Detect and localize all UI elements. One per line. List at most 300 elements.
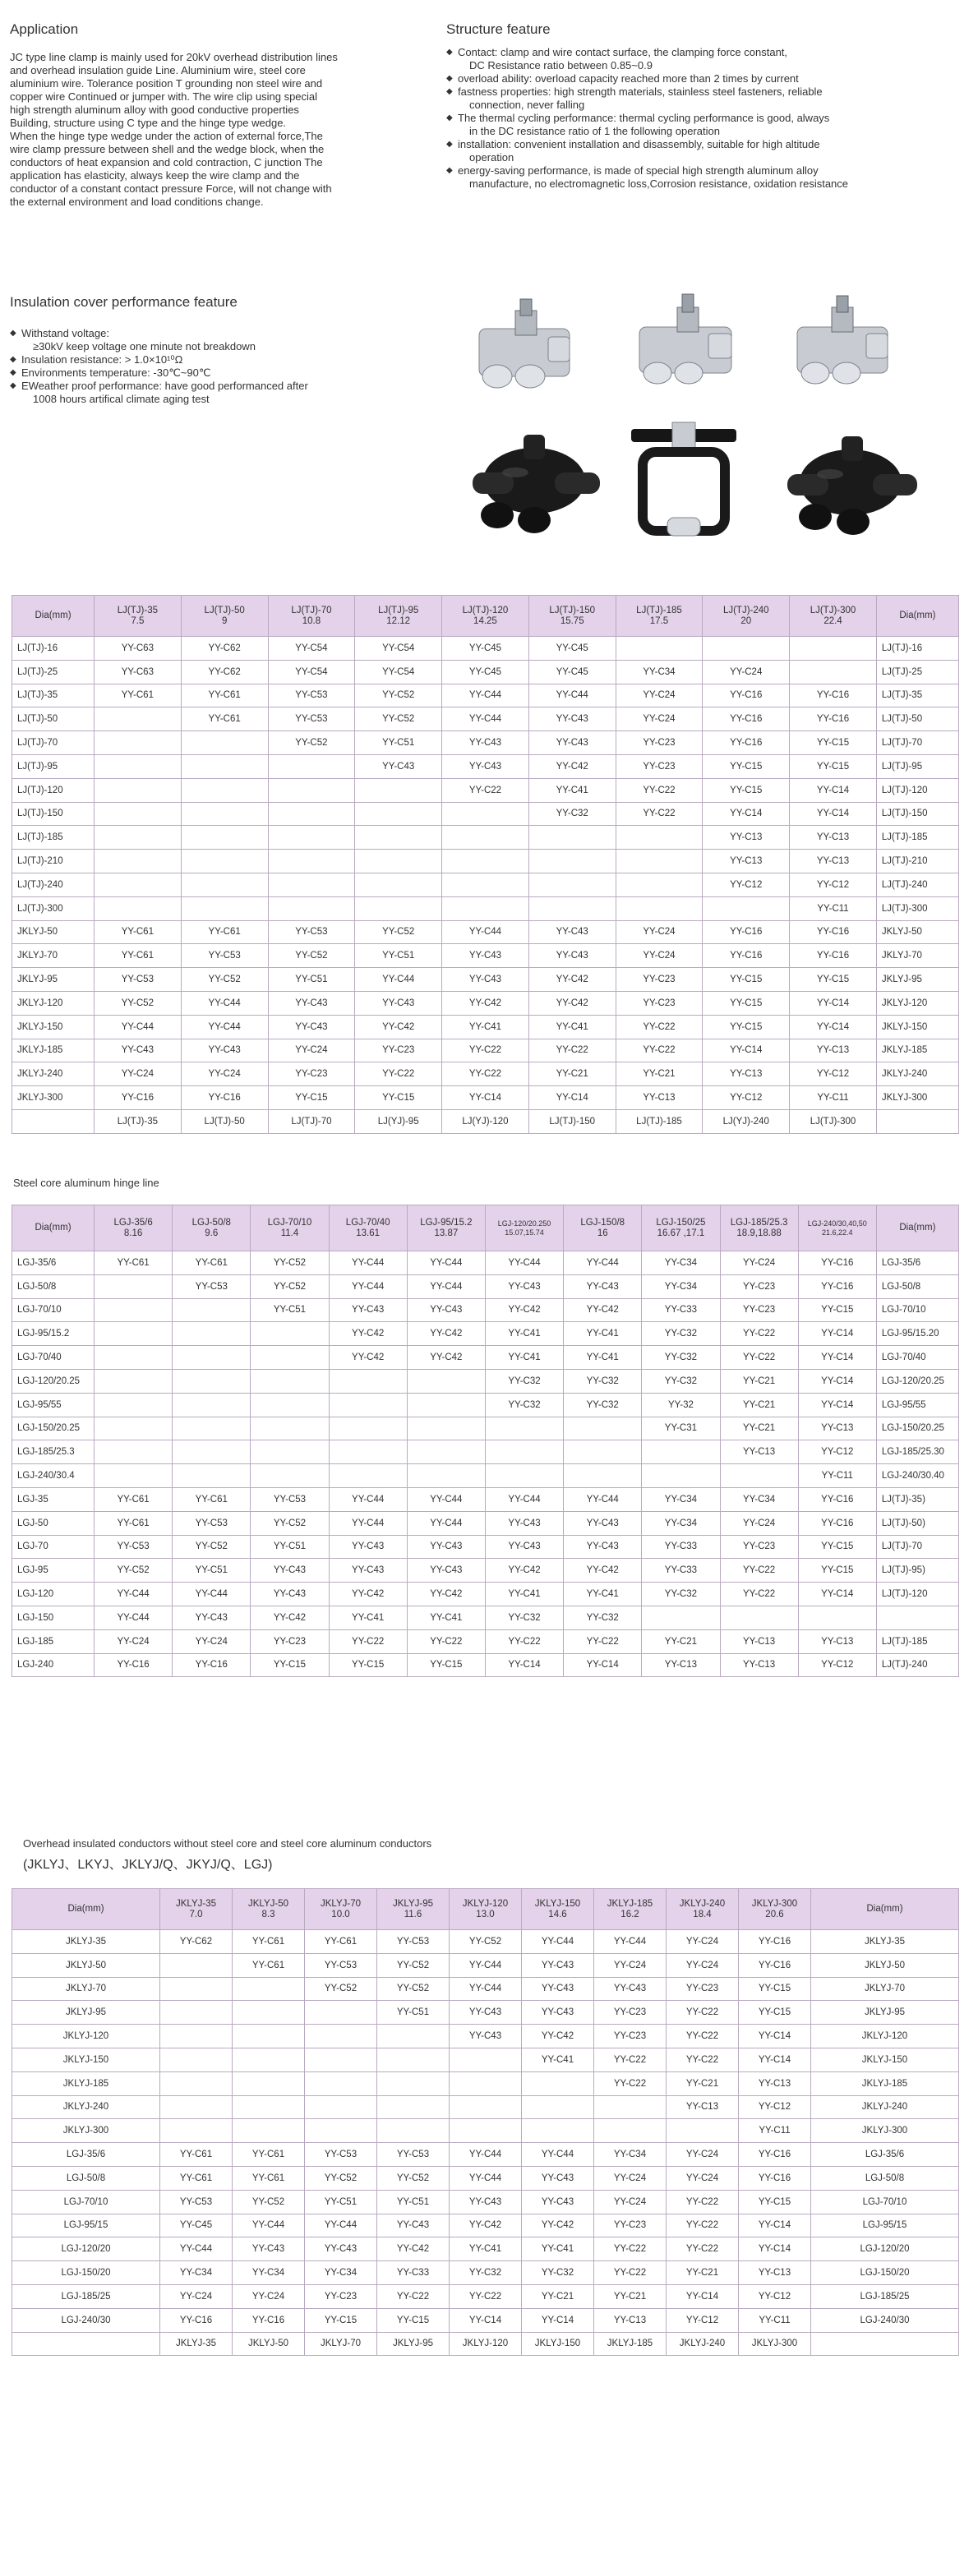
table-cell: YY-C14 <box>442 1086 529 1110</box>
table-row <box>12 2166 959 2190</box>
table-row <box>12 2143 959 2167</box>
table-cell: YY-C16 <box>790 920 877 944</box>
table-cell: YY-C15 <box>251 1653 329 1677</box>
table-cell: YY-C15 <box>268 1086 355 1110</box>
table-cell: YY-C51 <box>173 1559 251 1583</box>
table-cell: YY-C44 <box>450 2143 522 2167</box>
table-cell <box>251 1417 329 1440</box>
table-cell: YY-C44 <box>522 2143 594 2167</box>
table-cell: YY-C44 <box>305 2214 377 2237</box>
table-cell: YY-C42 <box>329 1322 407 1346</box>
column-header-type: JKLYJ-70 <box>320 1898 361 1909</box>
column-header-dia: 13.0 <box>476 1909 495 1919</box>
row-label-left: JKLYJ-300 <box>12 1086 95 1110</box>
table-cell: YY-C53 <box>377 1930 450 1954</box>
table-cell <box>95 826 182 850</box>
table-cell: YY-C12 <box>790 873 877 896</box>
table-cell: YY-C24 <box>720 1511 798 1535</box>
table-cell: YY-C43 <box>522 1953 594 1977</box>
table-row <box>12 1535 959 1559</box>
column-header <box>522 1889 594 1930</box>
table-cell: YY-C54 <box>268 660 355 684</box>
column-header-dia: 21.6,22.4 <box>822 1228 853 1237</box>
column-header-dia: 12.12 <box>386 615 411 626</box>
table-cell: YY-C24 <box>594 1953 667 1977</box>
row-label-right: LJ(TJ)-35 <box>876 684 958 707</box>
table-cell: YY-C15 <box>703 968 790 992</box>
row-label-right: JKLYJ-95 <box>811 2001 959 2025</box>
row-label-right: LGJ-70/10 <box>811 2190 959 2214</box>
table-cell: YY-C21 <box>720 1417 798 1440</box>
column-header <box>667 1889 739 1930</box>
table-cell: YY-C43 <box>173 1606 251 1629</box>
column-header-dia: 9.6 <box>205 1228 219 1238</box>
column-header <box>95 1205 173 1251</box>
table-cell <box>450 2048 522 2071</box>
table-cell <box>355 802 442 826</box>
table-cell: YY-C13 <box>720 1440 798 1464</box>
table-cell <box>95 1440 173 1464</box>
table-cell: YY-C22 <box>667 2048 739 2071</box>
table-cell: YY-C13 <box>790 850 877 873</box>
column-header-type: JKLYJ-240 <box>679 1898 726 1909</box>
row-label-right: LJ(TJ)-16 <box>876 637 958 661</box>
table-cell: YY-C23 <box>594 2001 667 2025</box>
column-header <box>594 1889 667 1930</box>
table-cell <box>642 1464 720 1488</box>
table-row <box>12 1062 959 1086</box>
table-cell <box>329 1417 407 1440</box>
table-cell: YY-C24 <box>616 684 703 707</box>
table-cell: YY-C43 <box>407 1535 485 1559</box>
row-label-right: LJ(TJ)-120 <box>876 778 958 802</box>
table-cell: YY-C42 <box>329 1583 407 1606</box>
application-line: copper wire Continued or jumper with. The wire clip using special <box>10 90 318 103</box>
structure-list <box>446 46 956 191</box>
footer-cell: LJ(TJ)-185 <box>616 1109 703 1133</box>
table-cell: YY-C44 <box>485 1487 563 1511</box>
row-label-left: JKLYJ-95 <box>12 968 95 992</box>
application-line: Building, structure using C type and the hinge type wedge. <box>10 117 287 129</box>
table-cell <box>95 850 182 873</box>
table-row <box>12 2261 959 2285</box>
table-cell: YY-C22 <box>616 1039 703 1062</box>
table-cell: YY-C32 <box>564 1369 642 1393</box>
table-cell: YY-C41 <box>485 1322 563 1346</box>
table-cell: YY-C33 <box>642 1559 720 1583</box>
insulation-item <box>10 380 437 406</box>
table-row <box>12 850 959 873</box>
table-cell <box>95 731 182 755</box>
table-cell <box>442 850 529 873</box>
column-header-type: LJ(TJ)-300 <box>810 605 856 615</box>
table-cell: YY-C53 <box>268 920 355 944</box>
column-header-dia: 16 <box>597 1228 608 1238</box>
table-cell: YY-C52 <box>95 1559 173 1583</box>
insulation-title: Insulation cover performance feature <box>10 294 238 310</box>
table-cell: YY-C16 <box>173 1653 251 1677</box>
table-cell <box>616 896 703 920</box>
table-cell: YY-C22 <box>594 2048 667 2071</box>
table-cell: YY-C43 <box>528 920 616 944</box>
table-cell: YY-C43 <box>522 2190 594 2214</box>
row-label-left: LGJ-95/15 <box>12 2214 160 2237</box>
corner-label-left: Dia(mm) <box>12 596 95 637</box>
table-cell <box>95 1369 173 1393</box>
row-label-left: LJ(TJ)-300 <box>12 896 95 920</box>
table-lgj-clamp-selection <box>12 1205 959 1677</box>
column-header <box>739 1889 811 1930</box>
insulation-cover-photo-2 <box>626 419 741 546</box>
footer-cell: JKLYJ-120 <box>450 2332 522 2356</box>
table-cell: YY-C24 <box>667 1930 739 1954</box>
row-label-left: JKLYJ-300 <box>12 2119 160 2143</box>
table-cell: YY-C43 <box>442 731 529 755</box>
column-header-type: LGJ-150/25 <box>656 1217 706 1228</box>
table-cell: YY-C12 <box>667 2308 739 2332</box>
row-label-right: JKLYJ-70 <box>876 944 958 968</box>
corner-label-right: Dia(mm) <box>876 1205 958 1251</box>
table-cell: YY-C42 <box>377 2237 450 2261</box>
row-label-left: JKLYJ-240 <box>12 1062 95 1086</box>
row-label-left: LGJ-35 <box>12 1487 95 1511</box>
table-cell: YY-C34 <box>305 2261 377 2285</box>
table-cell: YY-C61 <box>95 944 182 968</box>
table-cell: YY-C44 <box>564 1487 642 1511</box>
table-cell <box>407 1464 485 1488</box>
table-cell: YY-C16 <box>703 707 790 731</box>
row-label-left: LGJ-150 <box>12 1606 95 1629</box>
table-cell: YY-C16 <box>160 2308 233 2332</box>
insulation-item-text: Environments temperature: -30℃~90℃ <box>21 366 211 379</box>
column-header-type: LJ(TJ)-95 <box>378 605 419 615</box>
table-cell <box>642 1440 720 1464</box>
table-cell: YY-C42 <box>407 1322 485 1346</box>
table-row <box>12 1487 959 1511</box>
table-cell <box>181 873 268 896</box>
footer-cell: JKLYJ-35 <box>160 2332 233 2356</box>
table-cell: YY-C15 <box>798 1535 876 1559</box>
structure-item-text-cont: manufacture, no electromagnetic loss,Corrosion resistance, oxidation resistance <box>469 177 849 190</box>
table-cell: YY-C43 <box>355 991 442 1015</box>
row-label-left: LGJ-185/25 <box>12 2284 160 2308</box>
table-cell: YY-C43 <box>407 1298 485 1322</box>
row-label-left: LJ(TJ)-210 <box>12 850 95 873</box>
table-cell: YY-C23 <box>251 1629 329 1653</box>
table-cell: YY-C43 <box>407 1559 485 1583</box>
table-row <box>12 731 959 755</box>
table-cell: YY-C14 <box>798 1369 876 1393</box>
table-cell: YY-C43 <box>329 1535 407 1559</box>
table-cell <box>528 826 616 850</box>
table-cell: YY-C24 <box>594 2166 667 2190</box>
structure-item-text: fastness properties: high strength materials, stainless steel fasteners, reliable <box>458 85 823 98</box>
table-row <box>12 684 959 707</box>
application-line: high strength aluminum alloy with good conductive properties <box>10 104 299 116</box>
table-cell: YY-C32 <box>485 1369 563 1393</box>
column-header-type: JKLYJ-120 <box>462 1898 509 1909</box>
table-cell: YY-C13 <box>790 1039 877 1062</box>
table-row <box>12 2119 959 2143</box>
table-cell: YY-C13 <box>798 1629 876 1653</box>
column-header <box>305 1889 377 1930</box>
table-cell <box>173 1346 251 1370</box>
table-cell: YY-C15 <box>739 1977 811 2001</box>
table-cell: YY-C24 <box>667 2143 739 2167</box>
table-cell <box>95 896 182 920</box>
table-cell <box>95 1322 173 1346</box>
table-row <box>12 2190 959 2214</box>
table-cell: YY-C43 <box>564 1535 642 1559</box>
table-cell: YY-C32 <box>564 1393 642 1417</box>
table-cell: YY-C52 <box>251 1511 329 1535</box>
table-cell: YY-C31 <box>642 1417 720 1440</box>
table-cell: YY-C61 <box>233 2143 305 2167</box>
table-cell: YY-C52 <box>355 684 442 707</box>
table-cell: YY-C14 <box>564 1653 642 1677</box>
table-cell <box>268 826 355 850</box>
column-header-dia: 10.0 <box>331 1909 350 1919</box>
row-label-right: JKLYJ-120 <box>876 991 958 1015</box>
table-cell: YY-C15 <box>790 731 877 755</box>
table-row <box>12 1417 959 1440</box>
table-cell: YY-C22 <box>720 1583 798 1606</box>
table-cell: YY-C32 <box>642 1346 720 1370</box>
table-cell: YY-C34 <box>720 1487 798 1511</box>
row-label-left: LGJ-240/30 <box>12 2308 160 2332</box>
table-cell <box>407 1417 485 1440</box>
table-cell: YY-C13 <box>667 2095 739 2119</box>
column-header-type: LJ(TJ)-70 <box>291 605 332 615</box>
table-cell <box>95 1464 173 1488</box>
table-cell: YY-C15 <box>703 991 790 1015</box>
column-header <box>173 1205 251 1251</box>
table-cell: YY-C22 <box>594 2237 667 2261</box>
table-cell <box>305 2025 377 2048</box>
column-header-dia: 14.6 <box>548 1909 567 1919</box>
application-line: conductors of heat expansion and cold contraction, C junction The <box>10 156 323 168</box>
table-cell: YY-C45 <box>528 660 616 684</box>
row-label-left: LGJ-35/6 <box>12 1251 95 1275</box>
table-cell: YY-C54 <box>268 637 355 661</box>
table3-subcaption: (JKLYJ、LKYJ、JKLYJ/Q、JKYJ/Q、LGJ) <box>23 1858 273 1872</box>
table-cell: YY-C52 <box>268 731 355 755</box>
table-cell: YY-C41 <box>485 1346 563 1370</box>
table-cell: YY-C43 <box>268 991 355 1015</box>
table-cell: YY-C44 <box>450 2166 522 2190</box>
structure-item-text-cont: in the DC resistance ratio of 1 the following operation <box>469 125 720 137</box>
row-label-right: LGJ-95/55 <box>876 1393 958 1417</box>
table-cell: YY-C42 <box>450 2214 522 2237</box>
table-cell: YY-C24 <box>95 1062 182 1086</box>
table-row <box>12 944 959 968</box>
table-cell: YY-C43 <box>442 944 529 968</box>
table-cell: YY-C22 <box>720 1346 798 1370</box>
table-cell: YY-C14 <box>798 1393 876 1417</box>
row-label-right: LJ(TJ)-50 <box>876 707 958 731</box>
column-header-dia: 11.4 <box>280 1228 299 1238</box>
row-label-right: LGJ-150/20 <box>811 2261 959 2285</box>
column-header-dia: 16.2 <box>620 1909 639 1919</box>
table-cell: YY-C14 <box>798 1322 876 1346</box>
table-cell: YY-C41 <box>329 1606 407 1629</box>
table-cell: YY-C13 <box>642 1653 720 1677</box>
row-label-left: JKLYJ-70 <box>12 1977 160 2001</box>
table-cell: YY-C54 <box>355 637 442 661</box>
table-cell <box>95 754 182 778</box>
table-cell: YY-C61 <box>95 920 182 944</box>
row-label-left: LJ(TJ)-95 <box>12 754 95 778</box>
table-cell <box>616 826 703 850</box>
table-cell: YY-C45 <box>442 637 529 661</box>
table-cell: YY-C51 <box>377 2190 450 2214</box>
table-cell <box>377 2119 450 2143</box>
table-cell: YY-C61 <box>181 707 268 731</box>
table-cell: YY-C44 <box>594 1930 667 1954</box>
table-row <box>12 1606 959 1629</box>
column-header <box>564 1205 642 1251</box>
table-cell: YY-C52 <box>355 707 442 731</box>
table-cell: YY-C16 <box>798 1251 876 1275</box>
table-cell: YY-C52 <box>355 920 442 944</box>
corner-label-left: Dia(mm) <box>12 1205 95 1251</box>
insulation-item-text: EWeather proof performance: have good performanced after <box>21 380 308 392</box>
table-cell: YY-C14 <box>790 991 877 1015</box>
table-row <box>12 896 959 920</box>
row-label-right: LGJ-35/6 <box>876 1251 958 1275</box>
table-cell: YY-C13 <box>739 2261 811 2285</box>
table-cell: YY-C53 <box>160 2190 233 2214</box>
row-label-left: JKLYJ-70 <box>12 944 95 968</box>
table-cell: YY-C43 <box>528 731 616 755</box>
table-cell <box>251 1464 329 1488</box>
table-cell <box>522 2095 594 2119</box>
table-cell: YY-C21 <box>528 1062 616 1086</box>
table-cell: YY-C43 <box>251 1583 329 1606</box>
table-cell: YY-C61 <box>233 2166 305 2190</box>
row-label-left: LGJ-95/15.2 <box>12 1322 95 1346</box>
table-cell: YY-C22 <box>667 2001 739 2025</box>
table-row <box>12 1559 959 1583</box>
table-cell: YY-C42 <box>522 2214 594 2237</box>
table-cell: YY-C21 <box>594 2284 667 2308</box>
header-row <box>12 1889 959 1930</box>
table-cell <box>233 2025 305 2048</box>
table-cell: YY-C44 <box>329 1274 407 1298</box>
table-cell: YY-C32 <box>642 1583 720 1606</box>
row-label-right: JKLYJ-240 <box>876 1062 958 1086</box>
table-cell <box>268 754 355 778</box>
column-header-dia: 14.25 <box>473 615 497 626</box>
table-cell: YY-C16 <box>739 2143 811 2167</box>
row-label-left: LGJ-70/40 <box>12 1346 95 1370</box>
table-cell <box>251 1346 329 1370</box>
table-cell: YY-C23 <box>616 754 703 778</box>
row-label-right: LJ(TJ)-210 <box>876 850 958 873</box>
table-cell: YY-C52 <box>251 1274 329 1298</box>
table-cell <box>377 2095 450 2119</box>
table-cell: YY-C32 <box>528 802 616 826</box>
column-header <box>233 1889 305 1930</box>
table-cell <box>181 754 268 778</box>
table-cell <box>173 1369 251 1393</box>
table-cell: YY-C22 <box>450 2284 522 2308</box>
table-cell <box>181 802 268 826</box>
footer-cell: LJ(TJ)-35 <box>95 1109 182 1133</box>
table-cell <box>667 2119 739 2143</box>
table-cell: YY-C14 <box>798 1346 876 1370</box>
row-label-left: LGJ-70 <box>12 1535 95 1559</box>
table-cell: YY-C24 <box>95 1629 173 1653</box>
table-cell: YY-C61 <box>181 684 268 707</box>
row-label-left: LGJ-150/20.25 <box>12 1417 95 1440</box>
table-cell <box>95 1274 173 1298</box>
structure-item <box>446 46 956 72</box>
column-header-type: LGJ-35/6 <box>113 1217 153 1228</box>
table-row <box>12 2095 959 2119</box>
row-label-left: LJ(TJ)-185 <box>12 826 95 850</box>
table-cell: YY-C13 <box>703 826 790 850</box>
table-cell: YY-C34 <box>594 2143 667 2167</box>
footer-cell: LJ(YJ)-95 <box>355 1109 442 1133</box>
table-cell: YY-C16 <box>739 1930 811 1954</box>
table-cell: YY-C53 <box>268 684 355 707</box>
table-cell: YY-C44 <box>407 1511 485 1535</box>
table-cell: YY-C61 <box>233 1953 305 1977</box>
table-cell: YY-C61 <box>173 1487 251 1511</box>
application-line: and overhead insulation guide Line. Aluminium wire, steel core <box>10 64 306 76</box>
table-cell: YY-C61 <box>95 1487 173 1511</box>
table-cell: YY-C34 <box>160 2261 233 2285</box>
table-cell: YY-C42 <box>564 1559 642 1583</box>
table-cell <box>329 1369 407 1393</box>
table-cell <box>407 1369 485 1393</box>
table-cell: YY-C34 <box>233 2261 305 2285</box>
table-cell: YY-C41 <box>522 2048 594 2071</box>
table-cell: YY-C16 <box>703 731 790 755</box>
footer-blank <box>12 1109 95 1133</box>
table-cell: YY-C44 <box>329 1251 407 1275</box>
table-cell: YY-C45 <box>160 2214 233 2237</box>
table-cell: YY-C24 <box>616 707 703 731</box>
table-cell <box>703 896 790 920</box>
table2-caption: Steel core aluminum hinge line <box>13 1177 159 1189</box>
insulation-item-text-cont: ≥30kV keep voltage one minute not breakdown <box>33 340 256 353</box>
table-lj-clamp-selection <box>12 595 959 1134</box>
insulation-item <box>10 366 437 380</box>
table-cell: YY-C53 <box>268 707 355 731</box>
footer-cell: JKLYJ-185 <box>594 2332 667 2356</box>
table-cell: YY-C53 <box>173 1511 251 1535</box>
table-cell: YY-C42 <box>407 1346 485 1370</box>
column-header-dia: 15.75 <box>560 615 584 626</box>
insulation-item <box>10 327 437 353</box>
structure-item <box>446 112 956 138</box>
table-cell: YY-C11 <box>739 2119 811 2143</box>
table-cell <box>181 731 268 755</box>
column-header-type: LGJ-70/10 <box>267 1217 312 1228</box>
table-cell <box>160 2025 233 2048</box>
row-label-left: LGJ-185 <box>12 1629 95 1653</box>
table-cell <box>305 2095 377 2119</box>
table-cell: YY-C11 <box>790 896 877 920</box>
table-cell: YY-C21 <box>642 1629 720 1653</box>
table-cell: YY-C22 <box>667 2190 739 2214</box>
row-label-left: LJ(TJ)-120 <box>12 778 95 802</box>
table-cell: YY-C15 <box>739 2001 811 2025</box>
table-cell: YY-C51 <box>268 968 355 992</box>
table-cell: YY-C45 <box>528 637 616 661</box>
